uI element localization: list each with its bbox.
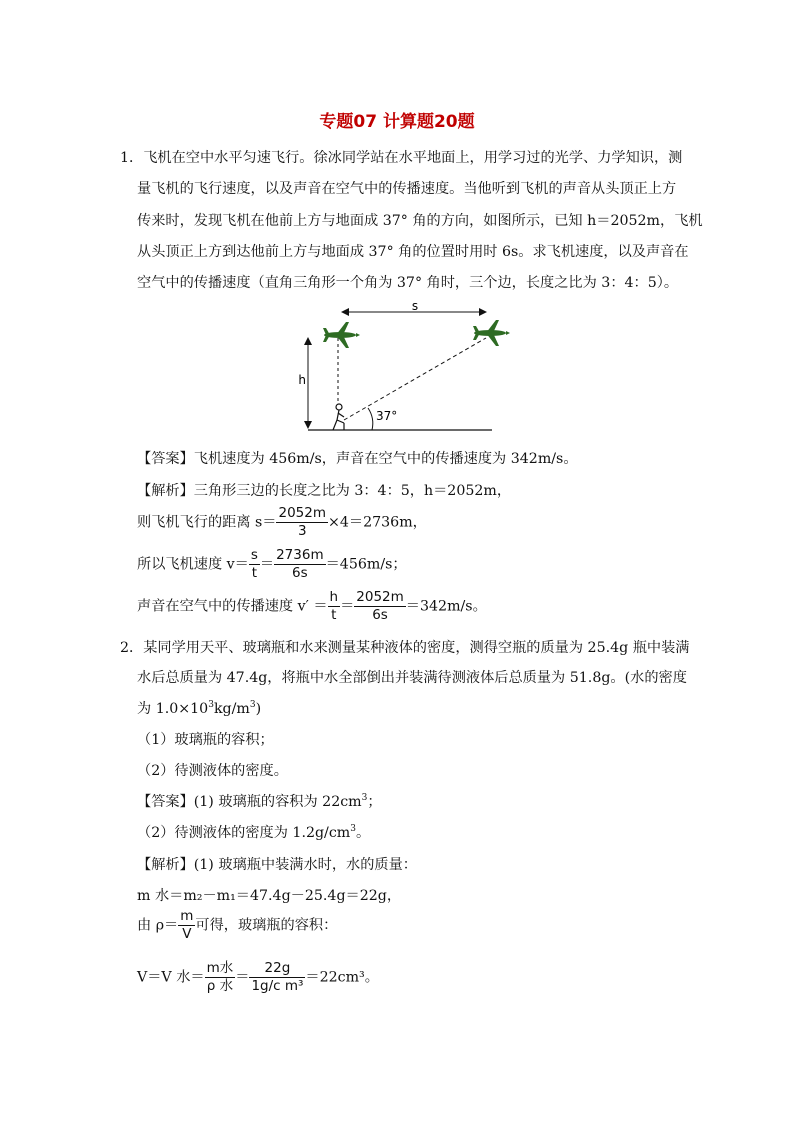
fraction: $\frac{22g}{\text{1g/c m³}}$ [251, 960, 304, 994]
s-label: s [411, 299, 419, 313]
q2-answer-1: 【答案】(1) 玻璃瓶的容积为 $22cm^3$； [137, 793, 382, 810]
fraction: $\frac{2736m}{6s}$ [276, 547, 324, 581]
angle-label: 37° [376, 409, 398, 423]
q1-analysis: 【解析】三角形三边的长度之比为 3：4：5，h＝2052m， [137, 483, 512, 499]
q2-sub1: （1）玻璃瓶的容积； [137, 732, 274, 748]
q1-line-4: 从头顶正上方到达他前上方与地面成 37° 角的位置时用时 6s。求飞机速度，以及声音在 [137, 244, 689, 260]
q1-line-1: 1．飞机在空中水平匀速飞行。徐冰同学站在水平地面上，用学习过的光学、力学知识，测 [120, 150, 683, 166]
q2-volume-line: V＝V 水＝ $\frac{\text{m水}}{\text{ρ 水}}$ ＝ $\frac{22g}{\text{1g/c m³}}$ ＝22cm³。 [137, 960, 379, 994]
q1-line-2: 量飞机的飞行速度，以及声音在空气中的传播速度。当他听到飞机的声音从头顶正上方 [137, 181, 677, 197]
airplane-figure [290, 296, 520, 436]
sight-line [344, 338, 486, 420]
q1-answer: 【答案】飞机速度为 456m/s，声音在空气中的传播速度为 342m/s。 [137, 451, 578, 467]
q2-line-2: 水后总质量为 47.4g，将瓶中水全部倒出并装满待测液体后总质量为 51.8g。(水的密度 [137, 670, 687, 686]
q2-line-3: 为 $1.0\times 10^3kg/m^3$) [137, 700, 262, 717]
fraction: $\frac{h}{t}$ [329, 589, 339, 623]
fraction: $\frac{\text{m水}}{\text{ρ 水}}$ [206, 960, 234, 994]
q1-step1: 则飞机飞行的距离 s＝ $\frac{2052m}{3}$ ×4＝2736m， [137, 505, 427, 539]
airplane-left-icon [323, 322, 360, 348]
q2-sub2: （2）待测液体的密度。 [137, 763, 288, 779]
q2-line-1: 2．某同学用天平、玻璃瓶和水来测量某种液体的密度，测得空瓶的质量为 25.4g 瓶中装满 [120, 640, 690, 656]
angle-arc [368, 408, 373, 430]
q1-line-3: 传来时，发现飞机在他前上方与地面成 37° 角的方向，如图所示，已知 h＝2052m，飞机 [137, 213, 703, 229]
q2-mass-line: m 水＝m₂－m₁＝47.4g－25.4g＝22g， [137, 888, 402, 904]
q1-step2: 所以飞机速度 v＝ $\frac{s}{t}$ ＝ $\frac{2736m}{6s}$ ＝456m/s； [137, 547, 407, 581]
q2-analysis: 【解析】(1) 玻璃瓶中装满水时，水的质量： [137, 857, 417, 873]
page-title: 专题07 计算题20题 [319, 112, 475, 132]
person-icon [333, 404, 344, 430]
fraction: $\frac{m}{V}$ [180, 908, 194, 942]
q1-step3: 声音在空气中的传播速度 v′ ＝ $\frac{h}{t}$ ＝ $\frac{2052m}{6s}$ ＝342m/s。 [137, 589, 487, 623]
h-label: h [298, 373, 306, 387]
fraction: $\frac{s}{t}$ [250, 547, 258, 581]
q1-line-5: 空气中的传播速度（直角三角形一个角为 37° 角时，三个边，长度之比为 3：4：5）。 [137, 275, 679, 291]
q2-answer-2: （2）待测液体的密度为 $1.2g/cm^3$。 [137, 824, 371, 841]
fraction: $\frac{2052m}{6s}$ [356, 589, 404, 623]
fraction: $\frac{2052m}{3}$ [278, 505, 326, 539]
q2-rho-line: 由 ρ＝ $\frac{m}{V}$ 可得，玻璃瓶的容积： [137, 908, 338, 942]
